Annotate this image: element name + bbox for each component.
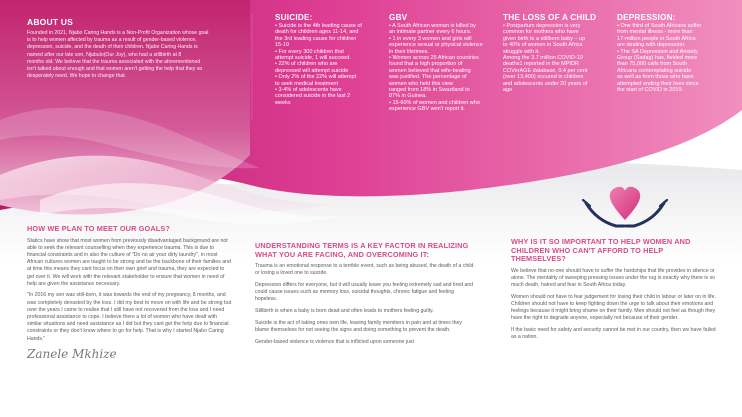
depression-title: DEPRESSION: [617, 13, 676, 22]
terms-gbv: Gender-based violence is violence that is inflicted upon someone just [255, 338, 414, 345]
stat-line: the start of COVID in 2019. [617, 87, 684, 94]
stat-line: • Women across 25 African countries [389, 55, 479, 62]
stat-line: • One third of South Africans suffer [617, 23, 702, 29]
stat-line: weeks [275, 99, 291, 106]
loss-of-child-text [503, 23, 613, 93]
stat-line: are dealing with depression. [617, 42, 686, 49]
loss-of-child-title: THE LOSS OF A CHILD [503, 13, 597, 22]
stat-line: 15-19 [275, 42, 290, 49]
suicide-stats [275, 13, 383, 106]
stat-line: women who held this view [389, 80, 453, 87]
depression-stats [617, 13, 739, 93]
founder-signature: Zanele Mkhize [27, 347, 117, 362]
suicide-text [275, 23, 383, 106]
goals-quote: "In 2016 my son was still-born, it was towards the end of my pregnancy, 8 months, and was completely devasted by the loss. I did my best to move on with life and be strong but over the years I came to realise that I still have not recovered from the loss and I need professional assistance to cope. I believe there a lot of women who have dealt with similar situations and need assistance as I did but they cant get the help due to financial constraints or they don't know where to go for help. That is why I started Njabo Caring Hands." [27, 292, 232, 342]
goals-paragraph: Statics have show that most women from previously disadvantaged background are not able to seek the relevant counselling when they experience trauma. This is due to financial constraints and in also the culture of "Do no air your dirty laundry", in most African cultures women are taught to be strong and be the backbone of their families and at time this means they cant focus on their own grief and trauma, they are expected to get over it. We will work with the relevant stakeholder to ensure that women in need of help are given the assistance necessary. [27, 237, 231, 287]
stat-line: depressed will attempt suicide [275, 67, 349, 74]
terms-trauma: Trauma is an emotional response to a terrible event, such as being abused, the death of a child or losing a loved one to suicide. [255, 263, 474, 277]
why-help-section [511, 238, 716, 346]
gbv-text [389, 23, 499, 113]
stat-line: women believed that wife-beating [389, 67, 471, 74]
stat-line: 87% in Guinea. [389, 93, 427, 100]
stat-line: attempted ending their lives since [617, 80, 699, 87]
stat-line: in their lifetimes. [389, 48, 429, 55]
stat-line: attempt suicide, 1 will succeed. [275, 55, 351, 62]
why-help-heading: WHY IS IT SO IMPORTANT TO HELP WOMEN AND CHILDREN WHO CAN'T AFFORD TO HELP THEMSELVES? [511, 237, 691, 263]
stat-line: • Postpartum depression is very [503, 23, 581, 29]
stat-line: • The SA Depression and Anxiety [617, 48, 698, 55]
loss-of-child-stats [503, 13, 613, 93]
stat-line: as well as from those who have [617, 74, 694, 81]
stat-line: • 3-4% of adolescents have [275, 87, 342, 94]
stat-line: • 1 in every 3 women and girls will [389, 35, 472, 42]
stat-line: struggle with it. [503, 48, 540, 55]
stat-line: to 40% of women in South Africa [503, 42, 583, 49]
stat-line: • 22% of children who are [275, 61, 338, 68]
terms-depression: Depression differs for everyone, but it will usually leave you feeling extremely sad and tired and could cause issues such as memory loss, suicidal thoughts, chronic fatigue and feeling hopeless. [255, 281, 474, 303]
gbv-title: GBV [389, 13, 408, 22]
why-help-p3: If the basic need for safety and security cannot be met in our country, then we have failed as a nation. [511, 326, 716, 341]
stat-line: Africans contemplating suicide [617, 67, 692, 74]
stat-line: the 3rd leading cause for children [275, 35, 357, 42]
stat-line: to seek medical treatment [275, 80, 338, 87]
stat-line: found that a high proportion of [389, 61, 463, 68]
stat-line: COVerAGE database, 0.4 per cent [503, 67, 588, 74]
stat-line: • For every 300 children that [275, 48, 344, 55]
stat-line: experience sexual or physical violence [389, 42, 483, 49]
terms-suicide: Suicide is the act of taking ones own life, leaving family members in pain and at times they blame themselves for not seeing the signs and doing something to prevent the death. [255, 319, 463, 333]
stat-line: ranged from 18% in Swaziland to [389, 87, 470, 94]
stat-line: from mental illness - more than [617, 29, 693, 36]
stat-line: given birth to a stillborn baby – up [503, 35, 586, 42]
stat-line: 17-million people in South Africa [617, 35, 696, 42]
why-help-p1: We believe that no-one should have to suffer the hardships that life provides in silence or alone. The mentality of sweeping pressing issues under the rug is exactly why there is so much death, hatred and fear in South Africa today. [511, 267, 716, 288]
stat-line: • A South African woman is killed by [389, 23, 476, 29]
about-us-section [27, 17, 252, 80]
about-us-text: Founded in 2021, Njabo Caring Hands is a Non-Profit Organization whose goal is to help women affected by trauma as a result of gender-based violence, depression, suicide, and the death of their children. Njabo Caring Hands is named after our late son, Njabulo(Our Joy), who had a stillbirth at 8 months old. We believe that the trauma associated with the aforementioned isn't talked about enough and that women aren't getting the help that they so desperately need. We hope to change that. [27, 30, 209, 80]
stat-line: age [503, 87, 513, 94]
stat-line: common for mothers who have [503, 29, 579, 36]
depression-text [617, 23, 739, 93]
stat-line: • Suicide is the 4th leading cause of [275, 23, 362, 29]
about-us-heading: ABOUT US [27, 17, 73, 27]
goals-section [27, 225, 232, 361]
terms-stillbirth: Stillbirth is when a baby is born dead and often leads to mothers feeling guilty. [255, 308, 434, 315]
stat-line: experience GBV won't report it. [389, 106, 465, 113]
stat-line: (over 13,400) occured in children [503, 74, 584, 81]
terms-heading: UNDERSTANDING TERMS IS A KEY FACTOR IN REALIZING WHAT YOU ARE FACING, AND OVERCOMING IT: [255, 241, 469, 259]
stat-line: • 15-60% of women and children who [389, 99, 480, 106]
stat-line: Group (Sadag) has, fielded more [617, 55, 698, 62]
stat-line: Among the 3.7 million COVID-19 [503, 55, 583, 62]
stat-line: death for children ages 11-14, and [275, 29, 359, 36]
gbv-stats [389, 13, 499, 113]
goals-heading: HOW WE PLAN TO MEET OUR GOALS? [27, 224, 171, 233]
stat-line: considered suicide in the last 2 [275, 93, 351, 100]
why-help-p2: Women should not have to fear judgement for losing their child in labour or later on in life. Children should not have to keep fighting down the urge to talk about their emotions and feelings because it might bring shame on their family. Men should not feel as though they have the right to degrade anyone, especially not because of their gender. [511, 293, 716, 322]
stat-line: an intimate partner every 6 hours. [389, 29, 472, 36]
stat-line: • Only 2% of the 22% will attempt [275, 74, 357, 81]
suicide-title: SUICIDE: [275, 13, 313, 22]
stat-line: deaths1 reported in the MPIDR [503, 61, 579, 68]
stat-line: was justified. The percentage of [389, 74, 467, 81]
stat-line: and adolescents under 20 years of [503, 80, 588, 87]
terms-section [255, 242, 475, 350]
stat-line: than 75,000 calls from South [617, 61, 688, 68]
